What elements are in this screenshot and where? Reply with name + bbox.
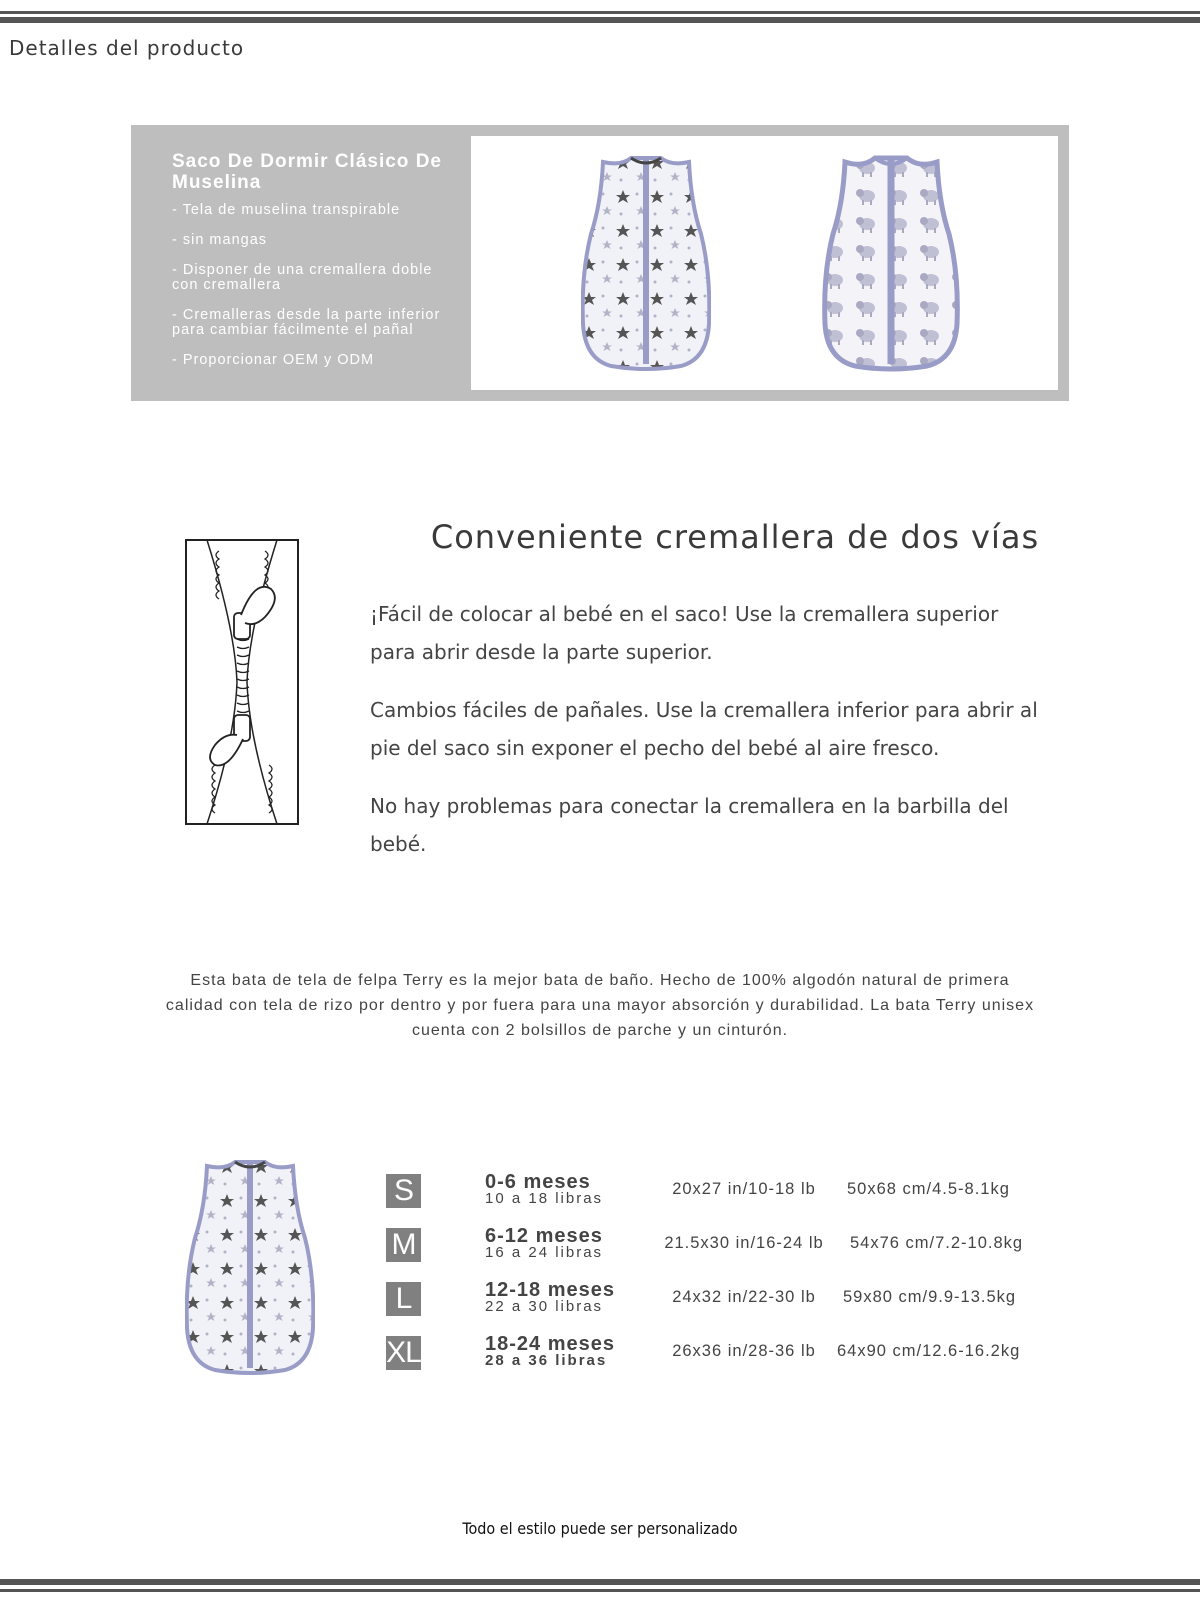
size-imperial: 24x32 in/22-30 lb — [672, 1288, 816, 1306]
feature-item: - sin mangas — [172, 232, 268, 248]
zipper-paragraph: No hay problemas para conectar la cremallera en la barbilla del bebé. — [370, 794, 1009, 856]
bottom-rule-thick — [0, 1579, 1200, 1585]
product-photo — [471, 136, 1058, 390]
feature-item: - Cremalleras desde la parte inferior para cambiar fácilmente el pañal — [172, 307, 441, 338]
zipper-paragraph: Cambios fáciles de pañales. Use la cremallera inferior para abrir al pie del saco sin exponer el pecho del bebé al aire fresco. — [370, 698, 1038, 760]
size-imperial: 26x36 in/28-36 lb — [672, 1342, 816, 1360]
size-badge: M — [386, 1228, 421, 1262]
sleeping-sack-stars-icon — [185, 1158, 315, 1380]
size-imperial: 21.5x30 in/16-24 lb — [664, 1234, 824, 1252]
intro-text — [172, 151, 452, 383]
top-rule-thick — [0, 17, 1200, 23]
size-badge: L — [386, 1282, 421, 1316]
bottom-rule — [0, 1589, 1200, 1592]
zipper-paragraph: ¡Fácil de colocar al bebé en el saco! Use la cremallera superior para abrir desde la parte superior. — [370, 602, 999, 664]
size-age: 12-18 meses — [485, 1279, 615, 1301]
feature-list — [172, 203, 452, 368]
zipper-paragraphs — [370, 595, 1045, 883]
product-description: Esta bata de tela de felpa Terry es la mejor bata de baño. Hecho de 100% algodón natural de primera calidad con tela de rizo por dentro y por fuera para una mayor absorción y durabilidad. La bata Terry unisex cuenta con 2 bolsillos de parche y un cinturón. — [165, 972, 1035, 1039]
feature-item: - Disponer de una cremallera doble con cremallera — [172, 262, 433, 293]
size-weight: 10 a 18 libras — [485, 1190, 604, 1207]
size-badge: XL — [386, 1336, 421, 1369]
feature-item: - Tela de muselina transpirable — [172, 202, 401, 218]
top-rule — [0, 11, 1200, 14]
size-imperial: 20x27 in/10-18 lb — [672, 1180, 816, 1198]
intro-panel — [131, 125, 1069, 401]
size-weight: 16 a 24 libras — [485, 1244, 604, 1261]
size-weight: 28 a 36 libras — [485, 1352, 608, 1369]
page-title: Detalles del producto — [9, 36, 245, 60]
zipper-illustration-icon — [185, 539, 299, 825]
size-metric: 59x80 cm/9.9-13.5kg — [843, 1288, 1017, 1306]
footer-note: Todo el estilo puede ser personalizado — [462, 1519, 738, 1538]
feature-item: - Proporcionar OEM y ODM — [172, 352, 375, 368]
size-row — [386, 1172, 1046, 1210]
size-row — [386, 1334, 1046, 1372]
size-badge: S — [386, 1174, 421, 1208]
size-row — [386, 1280, 1046, 1318]
size-age: 6-12 meses — [485, 1225, 603, 1247]
size-age: 18-24 meses — [485, 1333, 615, 1355]
size-age: 0-6 meses — [485, 1171, 591, 1193]
size-metric: 50x68 cm/4.5-8.1kg — [847, 1180, 1010, 1198]
size-row — [386, 1226, 1046, 1264]
zipper-heading: Conveniente cremallera de dos vías — [430, 518, 1040, 556]
sleeping-sack-stars-icon — [581, 154, 711, 376]
size-metric: 64x90 cm/12.6-16.2kg — [837, 1342, 1021, 1360]
size-metric: 54x76 cm/7.2-10.8kg — [850, 1234, 1024, 1252]
intro-title: Saco De Dormir Clásico De Muselina — [172, 151, 442, 193]
size-weight: 22 a 30 libras — [485, 1298, 604, 1315]
sleeping-sack-elephants-icon — [821, 154, 961, 376]
